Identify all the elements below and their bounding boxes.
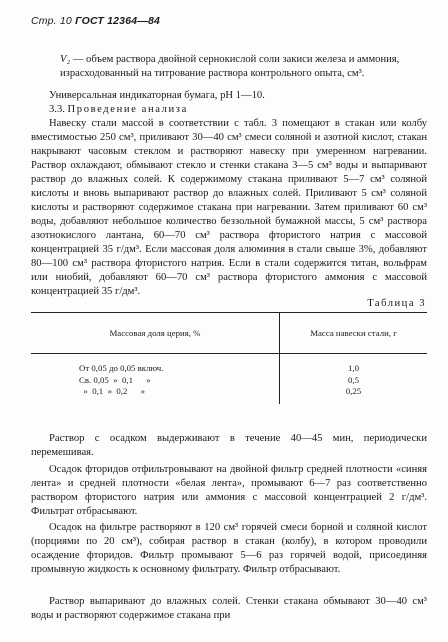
- v2-definition: [60, 53, 428, 81]
- paragraph-settling: Раствор с осадком выдерживают в течение 40—45 мин, периодически перемешивая.: [31, 433, 427, 458]
- v2-symbol: V₂: [60, 54, 71, 65]
- section-number: 3.3.: [49, 104, 65, 115]
- table-header-cerium: Массовая доля церия, %: [31, 313, 280, 354]
- paragraph-dissolution: Осадок на фильтре растворяют в 120 см³ горячей смеси борной и соляной кислот (порциями по 20 см³), собирая раствор в стакан (колбу), в котором проводили осаждение фторидов. Фильтр промывают 5—6 раз горячей водой, присоединяя промывную жидкость к основному фильтрату. Фильтр отбрасывают.: [31, 522, 427, 575]
- table-cell-mass: 0,5: [348, 374, 359, 385]
- section-heading: [31, 103, 427, 117]
- table-header-mass: Масса навески стали, г: [280, 313, 428, 354]
- table-row: [31, 375, 427, 387]
- indicator-paper-line: Универсальная индикаторная бумага, рН 1—10.: [49, 90, 265, 101]
- table-row: [31, 386, 427, 404]
- table-caption: Таблица 3: [367, 298, 426, 309]
- table-row: [31, 354, 427, 375]
- table-3: [31, 312, 427, 404]
- paragraph-evaporation: Раствор выпаривают до влажных солей. Стенки стакана обмывают 30—40 см³ воды и растворяют содержимое стакана при: [31, 596, 427, 621]
- standard-id: ГОСТ 12364—84: [75, 15, 161, 27]
- v2-text: — объем раствора двойной сернокислой соли закиси железа и аммония, израсходованный на титрование раствора контрольного опыта, см³.: [60, 54, 400, 79]
- table-cell-mass: 1,0: [348, 363, 359, 373]
- section-title: Проведение анализа: [67, 104, 188, 115]
- paragraph-procedure: Навеску стали массой в соответствии с табл. 3 помещают в стакан или колбу вместимостью 250 см³, приливают 30—40 см³ смеси соляной и азотной кислот, стакан накрывают часовым стеклом и растворяют навеску при умеренном нагревании. Раствор охлаждают, обмывают стекло и стенки стакана 3—5 см³ воды и выпаривают раствор до влажных солей. К содержимому стакана приливают 5—7 см³ соляной кислоты и вновь выпаривают раствор до влажных солей. Приливают 5 см³ соляной кислоты и растворяют содержимое стакана при нагревании. Затем приливают 60 см³ воды, добавляют небольшое количество беззольной бумажной массы, 5 см³ раствора азотнокислого лантана, 60—70 см³ раствора фтористого натрия с массовой концентрацией 35 г/дм³. Если массовая доля алюминия в стали свыше 3%, добавляют 80—100 см³ раствора фтористого натрия. Если в стали содержится титан, вольфрам или ниобий, добавляют 60—70 см³ раствора фтористого аммония с массовой концентрацией 35 г/дм³.: [31, 118, 427, 297]
- page-number: Стр. 10: [31, 15, 72, 27]
- table-cell-range: Св. 0,05 » 0,1 »: [31, 375, 280, 387]
- paragraph-filtration: Осадок фторидов отфильтровывают на двойной фильтр средней плотности «синяя лента» и средней плотности «белая лента», промывают 6—7 раз соответственно раствором фтористого натрия или аммония с массовой концентрацией 2 г/дм³. Фильтрат отбрасывают.: [31, 464, 427, 517]
- page-header: [31, 15, 160, 27]
- table-cell-range: От 0,05 до 0,05 включ.: [31, 354, 280, 375]
- table-cell-mass: 0,25: [345, 386, 362, 396]
- table-cell-range: » 0,1 » 0,2 »: [31, 386, 280, 404]
